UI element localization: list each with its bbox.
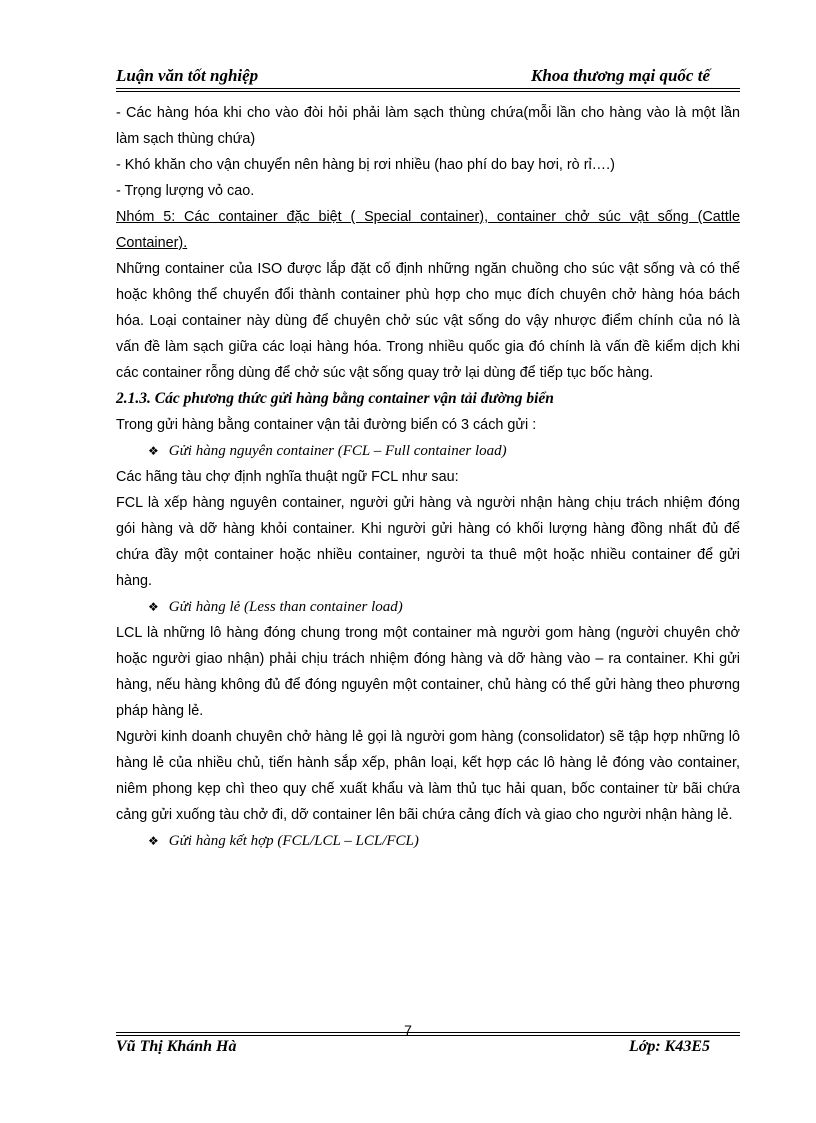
page-header [116,64,740,88]
paragraph: FCL là xếp hàng nguyên container, người gửi hàng và người nhận hàng chịu trách nhiệm đóng gói hàng và dỡ hàng khỏi container. Khi người gửi hàng có khối lượng hàng đồng nhất đủ để chứa đầy một container hoặc nhiều container, người ta thuê một hoặc nhiều container để gửi hàng. [116,495,740,589]
header-title: Luận văn tốt nghiệp [116,66,259,85]
header-faculty: Khoa thương mại quốc tế [531,66,710,85]
bullet-text: Gửi hàng kết hợp (FCL/LCL – LCL/FCL) [168,833,419,849]
paragraph: LCL là những lô hàng đóng chung trong một container mà người gom hàng (người chuyên chở hoặc người giao nhận) phải chịu trách nhiệm đóng hàng và dỡ hàng vào – ra container. Khi gửi hàng, nếu hàng không đủ để đóng nguyên một container, chủ hàng có thể gửi hàng theo phương pháp hàng lẻ. [116,625,740,719]
bullet-text: Gửi hàng nguyên container (FCL – Full container load) [168,443,507,459]
header-rule [116,88,740,89]
bullet-item [148,828,740,854]
paragraph: Trong gửi hàng bằng container vận tải đường biển có 3 cách gửi : [116,417,537,433]
footer-class: Lớp: K43E5 [628,1038,710,1055]
bullet-diamond-icon: ❖ [148,444,159,458]
bullet-diamond-icon: ❖ [148,834,159,848]
header-rule-thin [116,91,740,92]
paragraph: - Trọng lượng vỏ cao. [116,183,255,199]
footer-author: Vũ Thị Khánh Hà [116,1038,237,1055]
page-body [116,100,740,854]
footer-rule [116,1032,740,1033]
paragraph: - Khó khăn cho vận chuyển nên hàng bị rơi nhiều (hao phí do bay hơi, rò rỉ….) [116,157,615,173]
section-heading: 2.1.3. Các phương thức gửi hàng bằng container vận tải đường biển [116,390,554,407]
page-number: 7 [404,1022,412,1038]
group-5-heading: Nhóm 5: Các container đặc biệt ( Special container), container chở súc vật sống (Cattle Container). [116,209,740,251]
paragraph: Các hãng tàu chợ định nghĩa thuật ngữ FCL như sau: [116,469,459,485]
page-footer [116,1036,740,1060]
bullet-diamond-icon: ❖ [148,600,159,614]
paragraph: Người kinh doanh chuyên chở hàng lẻ gọi là người gom hàng (consolidator) sẽ tập hợp những lô hàng lẻ của nhiều chủ, tiến hành sắp xếp, phân loại, kết hợp các lô hàng lẻ đóng vào container, niêm phong kẹp chì theo quy chế xuất khẩu và làm thủ tục hải quan, bốc container từ bãi chứa cảng gửi xuống tàu chở đi, dỡ container lên bãi chứa cảng đích và giao cho người nhận hàng lẻ. [116,729,740,823]
paragraph: - Các hàng hóa khi cho vào đòi hỏi phải làm sạch thùng chứa(mỗi lần cho hàng vào là một lần làm sạch thùng chứa) [116,105,740,147]
bullet-item [148,438,740,464]
paragraph: Những container của ISO được lắp đặt cố định những ngăn chuồng cho súc vật sống và có thể hoặc không thể chuyển đổi thành container phù hợp cho mục đích chuyên chở hàng hóa bách hóa. Loại container này dùng để chuyên chở súc vật sống do vậy nhược điểm chính của nó là vấn đề làm sạch giữa các loại hàng hóa. Trong nhiều quốc gia đó chính là vấn đề kiểm dịch khi các container rỗng dùng để chở súc vật sống quay trở lại dùng để tiếp tục bốc hàng. [116,261,740,381]
bullet-item [148,594,740,620]
bullet-text: Gửi hàng lẻ (Less than container load) [168,599,403,615]
